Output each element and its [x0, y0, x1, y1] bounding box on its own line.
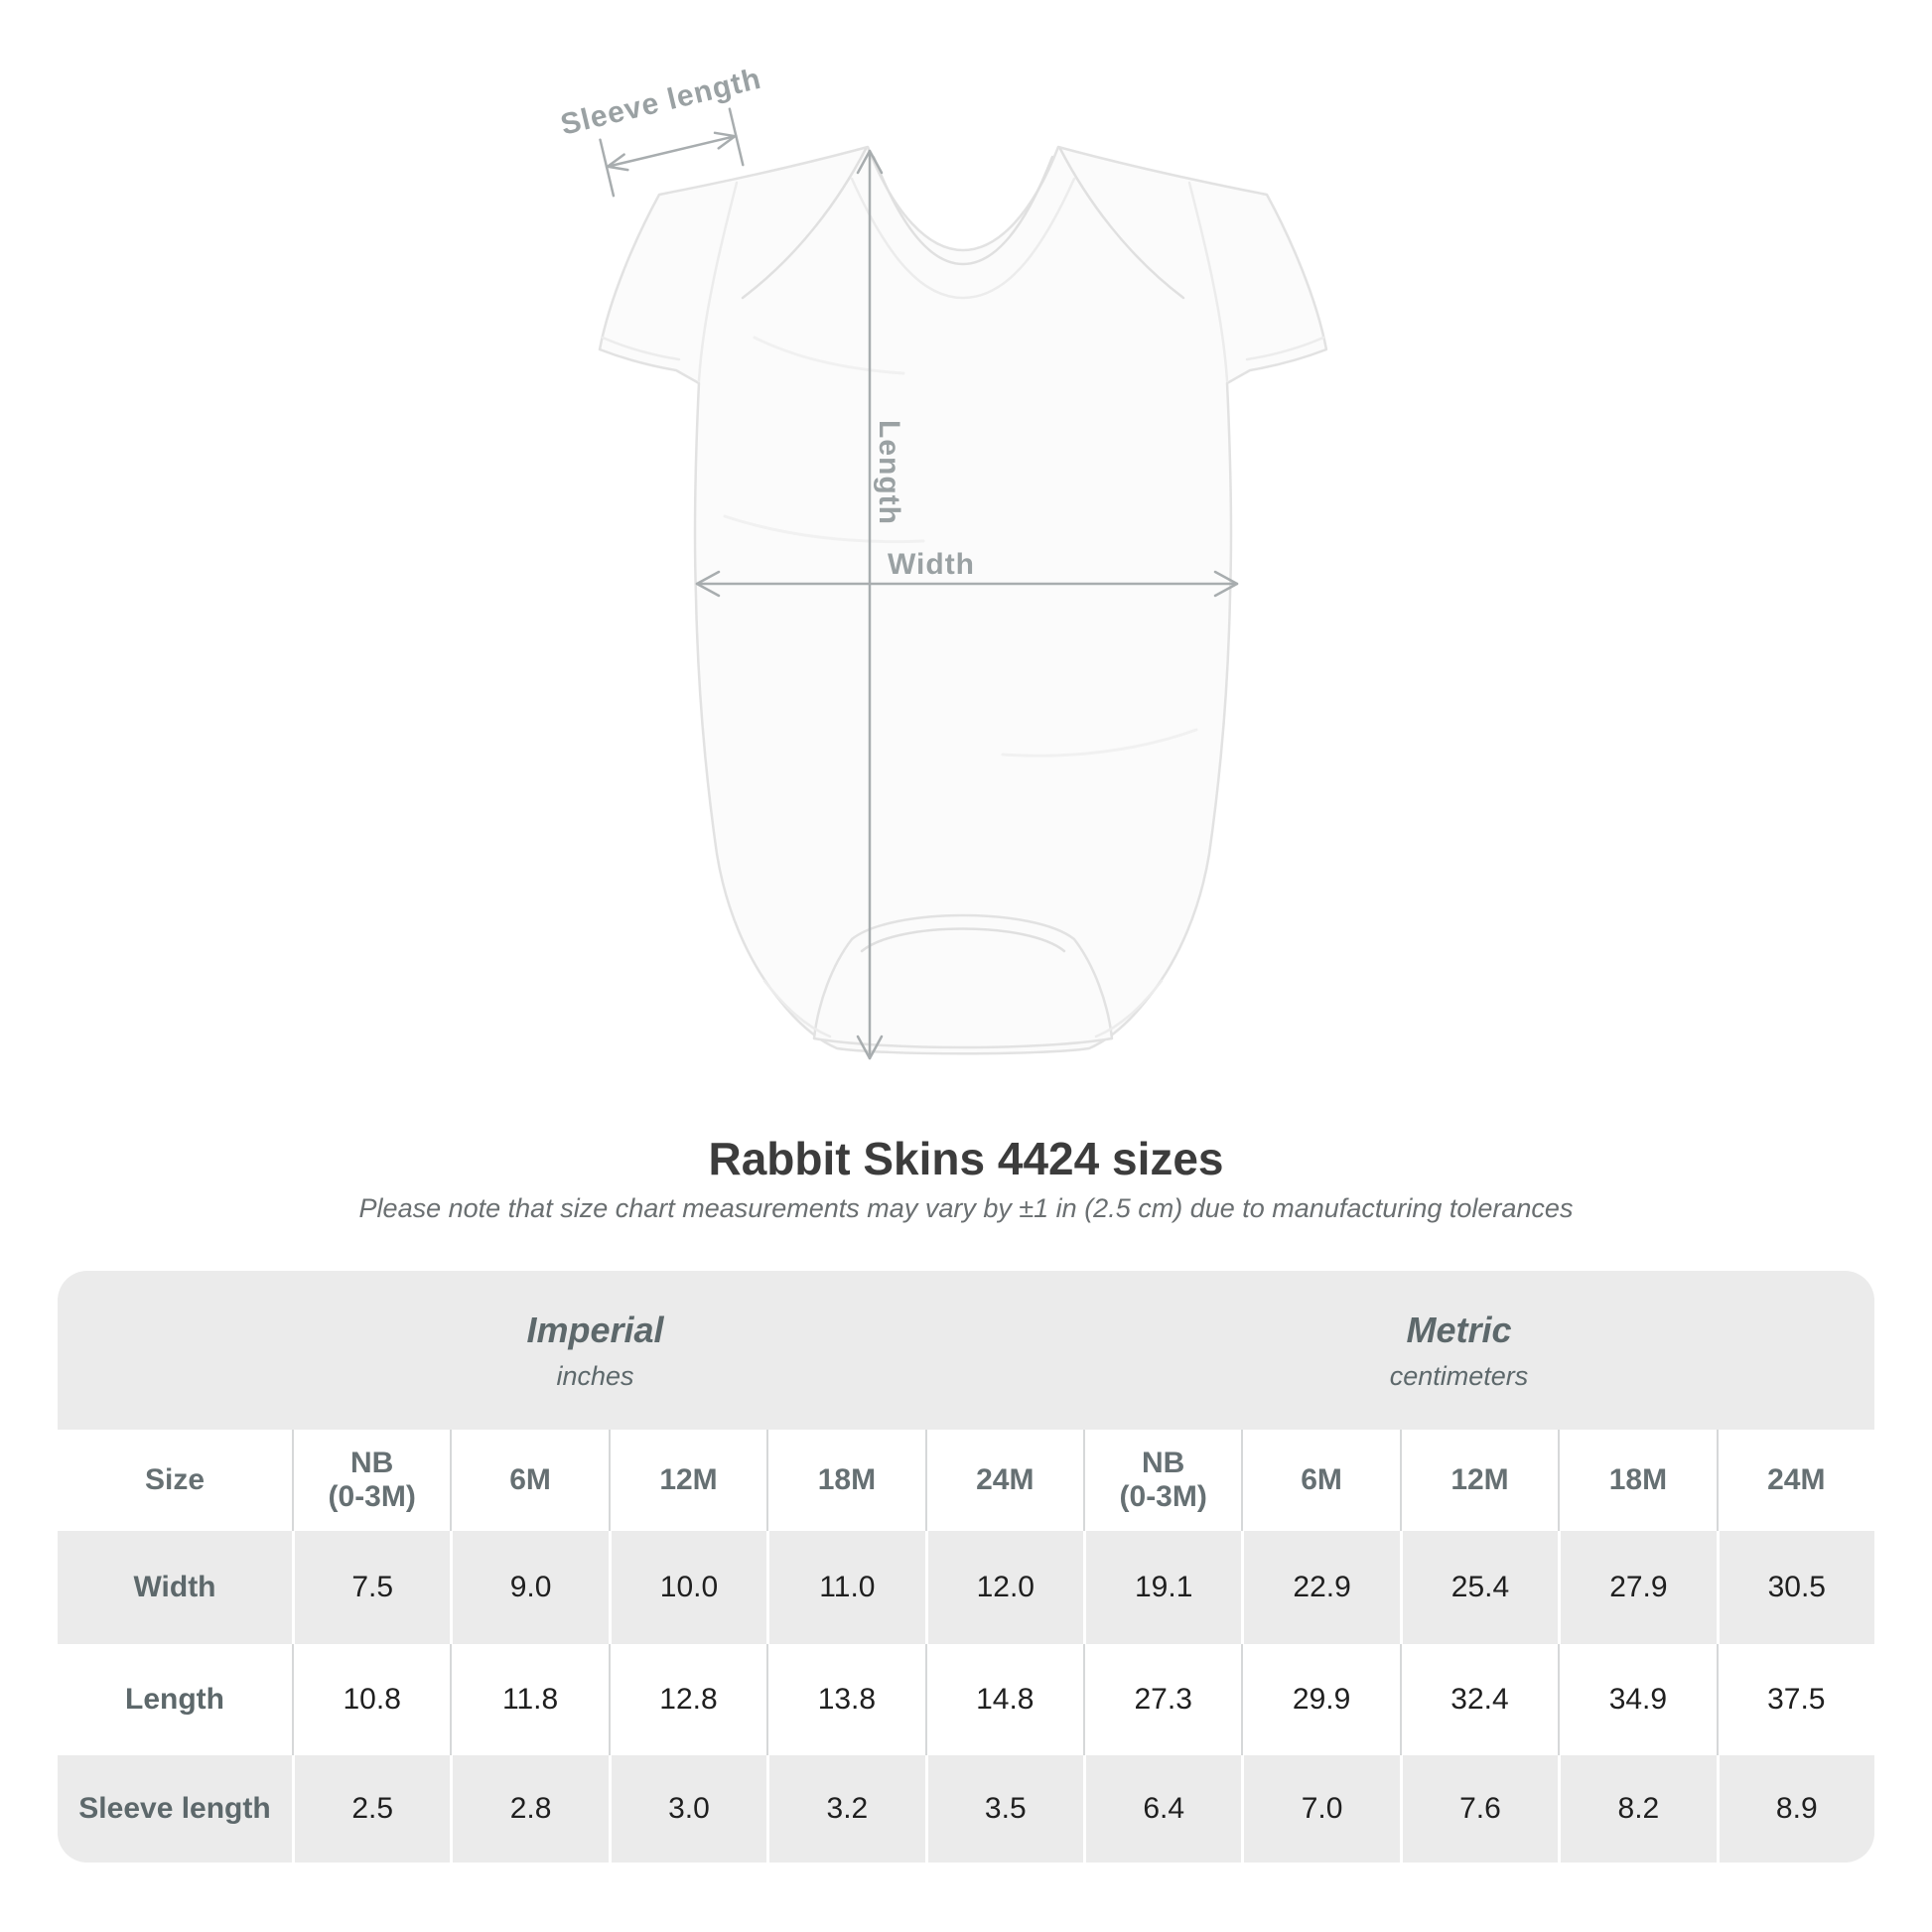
column-header-line1: 12M [659, 1462, 718, 1496]
width-label: Width [887, 548, 976, 581]
unit-group-band [58, 1271, 1874, 1430]
value-cell: 27.3 [1083, 1644, 1241, 1755]
value-cell: 11.0 [766, 1531, 924, 1644]
value-cell: 3.2 [766, 1755, 924, 1863]
unit-group-unit: inches [556, 1360, 634, 1391]
value-cell: 29.9 [1241, 1644, 1399, 1755]
page-subtitle: Please note that size chart measurements may vary by ±1 in (2.5 cm) due to manufacturing tolerances [358, 1193, 1574, 1223]
column-header [450, 1430, 608, 1531]
unit-group-unit: centimeters [1389, 1360, 1529, 1391]
size-chart-table [58, 1271, 1874, 1863]
value-cell: 22.9 [1241, 1531, 1399, 1644]
table-row-length [58, 1644, 1874, 1755]
column-header-line1: 6M [1301, 1462, 1342, 1496]
value-cell: 3.5 [925, 1755, 1083, 1863]
column-header-line1: 24M [1767, 1462, 1826, 1496]
value-cell: 7.0 [1241, 1755, 1399, 1863]
value-cell: 3.0 [609, 1755, 766, 1863]
column-header [1083, 1430, 1241, 1531]
size-header-row [58, 1430, 1874, 1531]
unit-group-name: Imperial [526, 1309, 664, 1350]
value-cell: 37.5 [1717, 1644, 1874, 1755]
unit-group-name: Metric [1406, 1309, 1512, 1350]
table-row-sleeve-length [58, 1755, 1874, 1863]
value-cell: 14.8 [925, 1644, 1083, 1755]
column-header-line1: 24M [976, 1462, 1035, 1496]
row-label: Width [133, 1571, 216, 1603]
column-header-line1: 12M [1450, 1462, 1509, 1496]
value-cell: 7.6 [1400, 1755, 1558, 1863]
column-header-line1: 6M [509, 1462, 551, 1496]
value-cell: 9.0 [450, 1531, 608, 1644]
value-cell: 12.8 [609, 1644, 766, 1755]
size-col-header: Size [144, 1462, 206, 1496]
value-cell: 6.4 [1083, 1755, 1241, 1863]
column-header [1558, 1430, 1716, 1531]
row-label: Length [125, 1683, 224, 1716]
column-header-line2: (0-3M) [1119, 1480, 1207, 1513]
column-header [1717, 1430, 1874, 1531]
column-header-line2: (0-3M) [328, 1480, 416, 1513]
unit-group-imperial [58, 1271, 1083, 1430]
value-cell: 13.8 [766, 1644, 924, 1755]
value-cell: 34.9 [1558, 1644, 1716, 1755]
value-cell: 8.2 [1558, 1755, 1716, 1863]
value-cell: 10.8 [292, 1644, 450, 1755]
table-row-width [58, 1531, 1874, 1644]
value-cell: 25.4 [1400, 1531, 1558, 1644]
value-cell: 30.5 [1717, 1531, 1874, 1644]
value-cell: 8.9 [1717, 1755, 1874, 1863]
value-cell: 32.4 [1400, 1644, 1558, 1755]
value-cell: 12.0 [925, 1531, 1083, 1644]
column-header-line1: NB [1142, 1446, 1185, 1479]
value-cell: 7.5 [292, 1531, 450, 1644]
value-cell: 11.8 [450, 1644, 608, 1755]
length-label: Length [873, 420, 905, 525]
column-header [609, 1430, 766, 1531]
column-header [766, 1430, 924, 1531]
column-header [1400, 1430, 1558, 1531]
value-cell: 2.5 [292, 1755, 450, 1863]
value-cell: 2.8 [450, 1755, 608, 1863]
column-header [1241, 1430, 1399, 1531]
unit-group-metric [1083, 1271, 1874, 1430]
sleeve-length-label: Sleeve length [557, 62, 765, 142]
column-header-line1: 18M [1608, 1462, 1668, 1496]
column-header [925, 1430, 1083, 1531]
column-header-line1: NB [350, 1446, 394, 1479]
value-cell: 10.0 [609, 1531, 766, 1644]
value-cell: 27.9 [1558, 1531, 1716, 1644]
page-title: Rabbit Skins 4424 sizes [708, 1133, 1224, 1184]
column-header-line1: 18M [817, 1462, 877, 1496]
row-label: Sleeve length [78, 1792, 271, 1825]
column-header [292, 1430, 450, 1531]
value-cell: 19.1 [1083, 1531, 1241, 1644]
crotch-flap [814, 915, 1112, 1047]
